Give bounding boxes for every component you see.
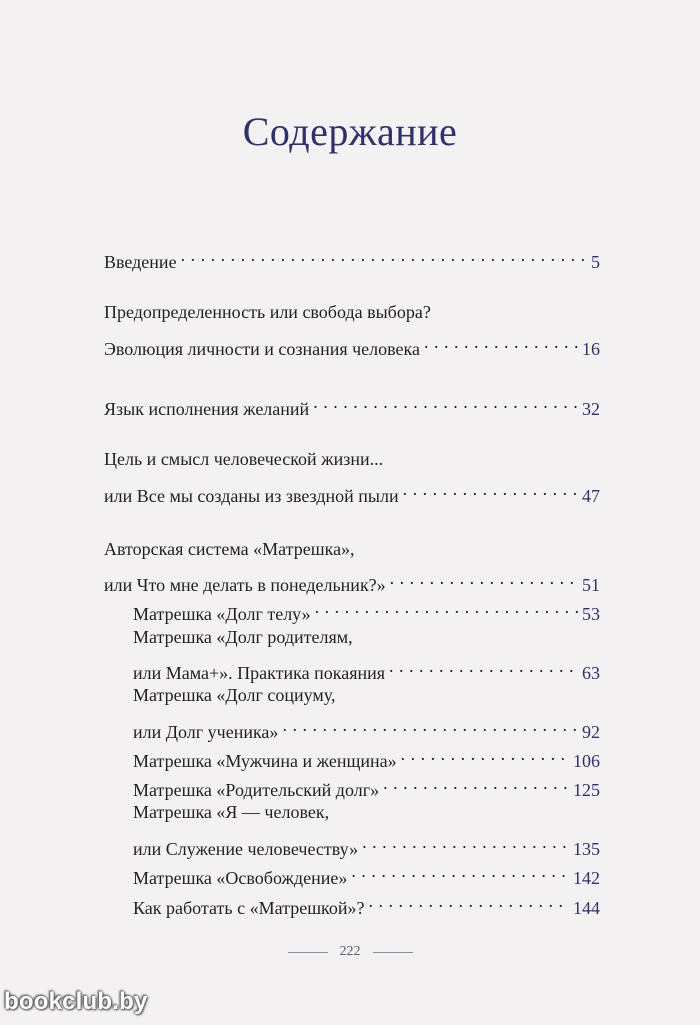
- toc-entry-page: 32: [582, 399, 600, 419]
- dot-leader: [362, 829, 569, 855]
- dot-leader: [389, 653, 578, 679]
- toc-entry-page: 125: [573, 780, 600, 800]
- toc-entry: [104, 565, 600, 595]
- toc-subentry: [133, 624, 600, 650]
- toc-entry-page: 53: [582, 604, 600, 624]
- toc-subentry: [133, 858, 600, 888]
- toc-subentry: [133, 594, 600, 624]
- dot-leader: [181, 242, 587, 268]
- toc-entry-title: или Все мы созданы из звездной пыли: [104, 486, 399, 506]
- toc-entry-title: или Долг ученика»: [133, 722, 279, 742]
- toc-entry: [104, 389, 600, 419]
- toc-entry-title: Матрешка «Я — человек,: [133, 802, 330, 822]
- toc-entry: [104, 242, 600, 272]
- toc-entry-title: или Мама+». Практика покаяния: [133, 663, 386, 683]
- toc-entry-title: Как работать с «Матрешкой»?: [133, 898, 365, 918]
- dot-leader: [401, 741, 569, 767]
- toc-entry-title: Предопределенность или свобода выбора?: [104, 302, 431, 322]
- dot-leader: [313, 389, 578, 415]
- footer-rule-right: [373, 952, 413, 953]
- toc-entry: [104, 299, 600, 325]
- toc-entry-page: 92: [582, 722, 600, 742]
- toc-entry-page: 16: [582, 339, 600, 359]
- dot-leader: [282, 712, 578, 738]
- toc-entry-title: Матрешка «Родительский долг»: [133, 780, 380, 800]
- toc-entry: [104, 329, 600, 359]
- toc-subentry: [133, 829, 600, 859]
- toc-subentry: [133, 682, 600, 708]
- toc-subentry: [133, 770, 600, 800]
- toc-entry-page: 106: [573, 751, 600, 771]
- dot-leader: [403, 476, 578, 502]
- toc-entry-page: 5: [591, 252, 600, 272]
- toc-subentry: [133, 712, 600, 742]
- dot-leader: [383, 770, 569, 796]
- toc-subentry: [133, 888, 600, 918]
- page-title: Содержание: [242, 109, 458, 154]
- toc-entry-title: Матрешка «Долг родителям,: [133, 627, 353, 647]
- toc-subentry: [133, 653, 600, 683]
- dot-leader: [369, 888, 569, 914]
- toc-entry-title: Язык исполнения желаний: [104, 399, 310, 419]
- dot-leader: [424, 329, 578, 355]
- toc-entry: [104, 446, 600, 472]
- dot-leader: [351, 858, 569, 884]
- toc-entry-page: 51: [582, 575, 600, 595]
- toc-entry-title: Эволюция личности и сознания человека: [104, 339, 421, 359]
- toc-entry-page: 63: [582, 663, 600, 683]
- toc-entry: [104, 536, 600, 562]
- dot-leader: [315, 594, 578, 620]
- toc-entry-title: Матрешка «Мужчина и женщина»: [133, 751, 397, 771]
- toc-entry: [104, 476, 600, 506]
- toc-entry-page: 142: [573, 868, 600, 888]
- toc-entry-title: или Что мне делать в понедельник?»: [104, 575, 386, 595]
- toc-entry-page: 144: [573, 898, 600, 918]
- toc-entry-title: Авторская система «Матрешка»,: [104, 539, 355, 559]
- toc-entry-title: Матрешка «Освобождение»: [133, 868, 348, 888]
- toc-subentry: [133, 799, 600, 825]
- toc-entry-title: или Служение человечеству»: [133, 839, 359, 859]
- toc-entry-title: Цель и смысл человеческой жизни...: [104, 449, 384, 469]
- footer-rule-left: [288, 952, 328, 953]
- watermark: bookclub.by: [4, 988, 148, 1015]
- toc-entry-title: Введение: [104, 252, 177, 272]
- toc-entry-title: Матрешка «Долг социуму,: [133, 685, 336, 705]
- toc-entry-title: Матрешка «Долг телу»: [133, 604, 311, 624]
- page-footer: [0, 942, 700, 962]
- toc-entry-page: 47: [582, 486, 600, 506]
- toc-subentry: [133, 741, 600, 771]
- dot-leader: [390, 565, 578, 591]
- toc-entry-page: 135: [573, 839, 600, 859]
- page-number: 222: [339, 944, 361, 959]
